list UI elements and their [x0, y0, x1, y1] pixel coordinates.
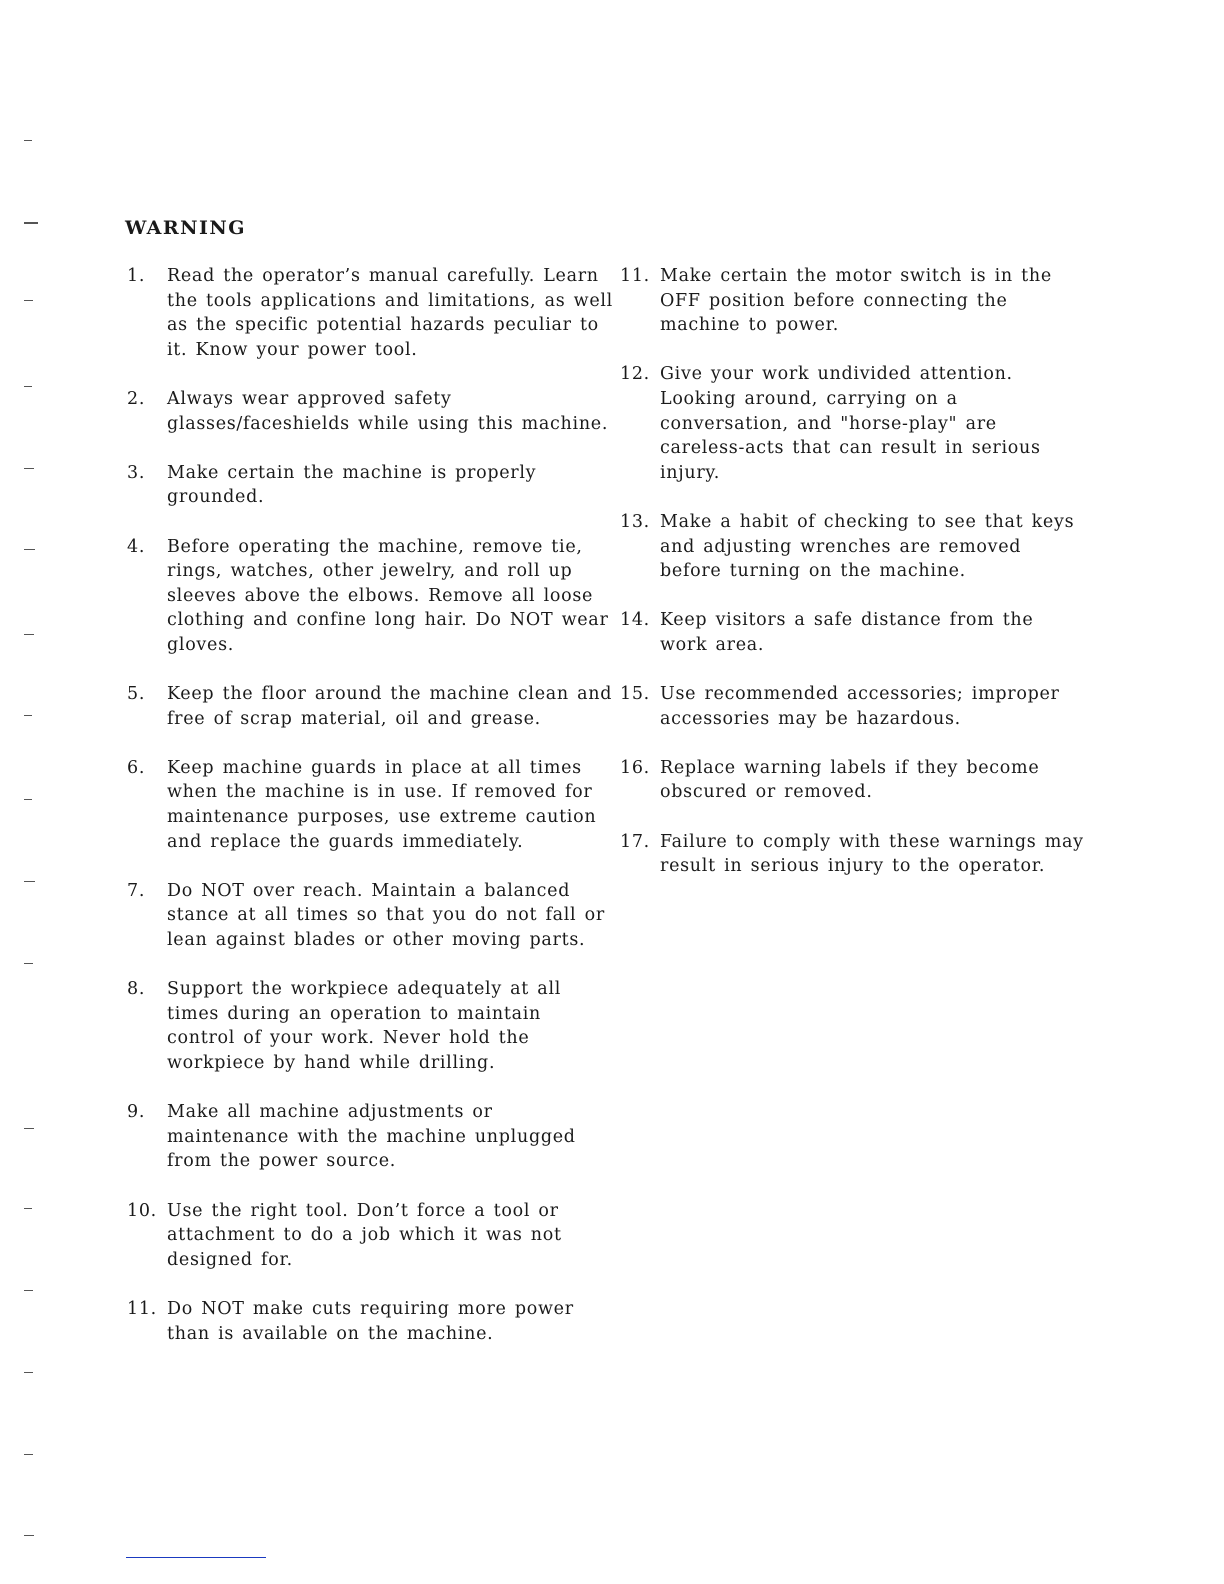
warning-item: [618, 608, 1088, 657]
margin-mark: [24, 140, 32, 141]
warning-item: [125, 879, 615, 953]
warning-item-text: Support the workpiece adequately at all times during an operation to maintain control of your work. Never hold the workpiece by hand while drilling.: [167, 979, 562, 1073]
warning-item-text: Do NOT over reach. Maintain a balanced stance at all times so that you do not fall or lean against blades or other moving parts.: [167, 880, 605, 951]
warning-item-number: 2.: [127, 388, 146, 409]
margin-mark: [24, 300, 33, 301]
page-title: WARNING: [125, 217, 247, 239]
warning-item-number: 16.: [620, 757, 650, 778]
warning-item: [125, 535, 615, 658]
warning-item-number: 17.: [620, 831, 650, 852]
margin-mark: [24, 1535, 34, 1536]
warning-item-text: Read the operator’s manual carefully. Learn the tools applications and limitations, as well as the specific potential hazards peculiar to it. Know your power tool.: [167, 266, 613, 360]
warning-item: [125, 682, 615, 731]
footnote-rule: [126, 1557, 266, 1558]
warning-item-text: Give your work undivided attention. Looking around, carrying on a conversation, and "horse-play" are careless-acts that can result in serious injury.: [660, 364, 1041, 483]
warning-item-text: Make certain the motor switch is in the OFF position before connecting the machine to power.: [660, 266, 1052, 336]
margin-mark: [24, 1454, 33, 1455]
margin-mark: [24, 963, 33, 964]
warning-item-text: Make certain the machine is properly grounded.: [167, 462, 537, 508]
warning-item-text: Do NOT make cuts requiring more power than is available on the machine.: [167, 1298, 574, 1344]
warning-item: [618, 362, 1088, 485]
warning-item: [618, 756, 1088, 805]
margin-mark: [24, 1208, 32, 1209]
warning-item-text: Use the right tool. Don’t force a tool or attachment to do a job which it was not designed for.: [167, 1200, 562, 1270]
margin-mark: [24, 799, 32, 800]
warning-item-number: 5.: [127, 684, 146, 705]
warning-item: [125, 756, 615, 854]
warning-item: [618, 682, 1088, 731]
margin-mark: [24, 549, 35, 550]
warning-item-number: 13.: [620, 511, 650, 532]
warning-item-text: Before operating the machine, remove tie, rings, watches, other jewelry, and roll up sleeves above the elbows. Remove all loose clothing and confine long hair. Do NOT wear gloves.: [167, 536, 609, 655]
margin-mark: [24, 1290, 33, 1291]
warning-item-number: 7.: [127, 880, 146, 901]
warning-item: [125, 264, 615, 362]
warning-item-text: Failure to comply with these warnings may result in serious injury to the operator.: [660, 831, 1084, 877]
warning-item: [125, 461, 615, 510]
warning-item: [618, 264, 1088, 338]
warning-item-number: 14.: [620, 610, 650, 631]
warning-item-text: Keep visitors a safe distance from the work area.: [660, 610, 1034, 655]
margin-mark: [24, 1128, 34, 1129]
warning-item-text: Make a habit of checking to see that keys and adjusting wrenches are removed before turning on the machine.: [660, 511, 1075, 582]
margin-mark: [24, 715, 32, 716]
warning-item-number: 8.: [127, 979, 146, 1000]
margin-mark: [24, 881, 35, 882]
warning-item-number: 10.: [127, 1200, 157, 1221]
warning-list-left: [125, 264, 615, 1371]
margin-mark: [24, 468, 34, 469]
warning-item-text: Keep machine guards in place at all times when the machine is in use. If removed for maintenance purposes, use extreme caution and replace the guards immediately.: [167, 757, 597, 852]
warning-item: [618, 510, 1088, 584]
warning-item: [125, 387, 615, 436]
warning-item-number: 1.: [127, 266, 146, 286]
warning-item: [125, 1100, 615, 1174]
warning-item: [125, 1199, 615, 1273]
warning-item-number: 15.: [620, 684, 650, 705]
warning-item-text: Keep the floor around the machine clean and free of scrap material, oil and grease.: [167, 684, 613, 729]
warning-item-number: 9.: [127, 1102, 146, 1123]
margin-mark: [24, 634, 34, 635]
warning-item-text: Replace warning labels if they become obscured or removed.: [660, 757, 1040, 803]
warning-item-number: 12.: [620, 364, 650, 385]
warning-item: [618, 830, 1088, 879]
margin-mark: [24, 1372, 33, 1373]
margin-mark: [24, 222, 38, 224]
warning-item: [125, 1297, 615, 1346]
warning-list-right: [618, 264, 1088, 903]
warning-item-number: 11.: [620, 266, 650, 286]
warning-item-text: Always wear approved safety glasses/faceshields while using this machine.: [167, 388, 609, 434]
warning-item: [125, 977, 615, 1075]
warning-item-number: 6.: [127, 757, 146, 778]
margin-mark: [24, 386, 32, 387]
warning-item-number: 3.: [127, 462, 146, 483]
warning-item-number: 4.: [127, 536, 146, 557]
warning-item-number: 11.: [127, 1298, 157, 1319]
warning-item-text: Use recommended accessories; improper accessories may be hazardous.: [660, 684, 1060, 729]
warning-item-text: Make all machine adjustments or maintenance with the machine unplugged from the power source.: [167, 1102, 576, 1172]
